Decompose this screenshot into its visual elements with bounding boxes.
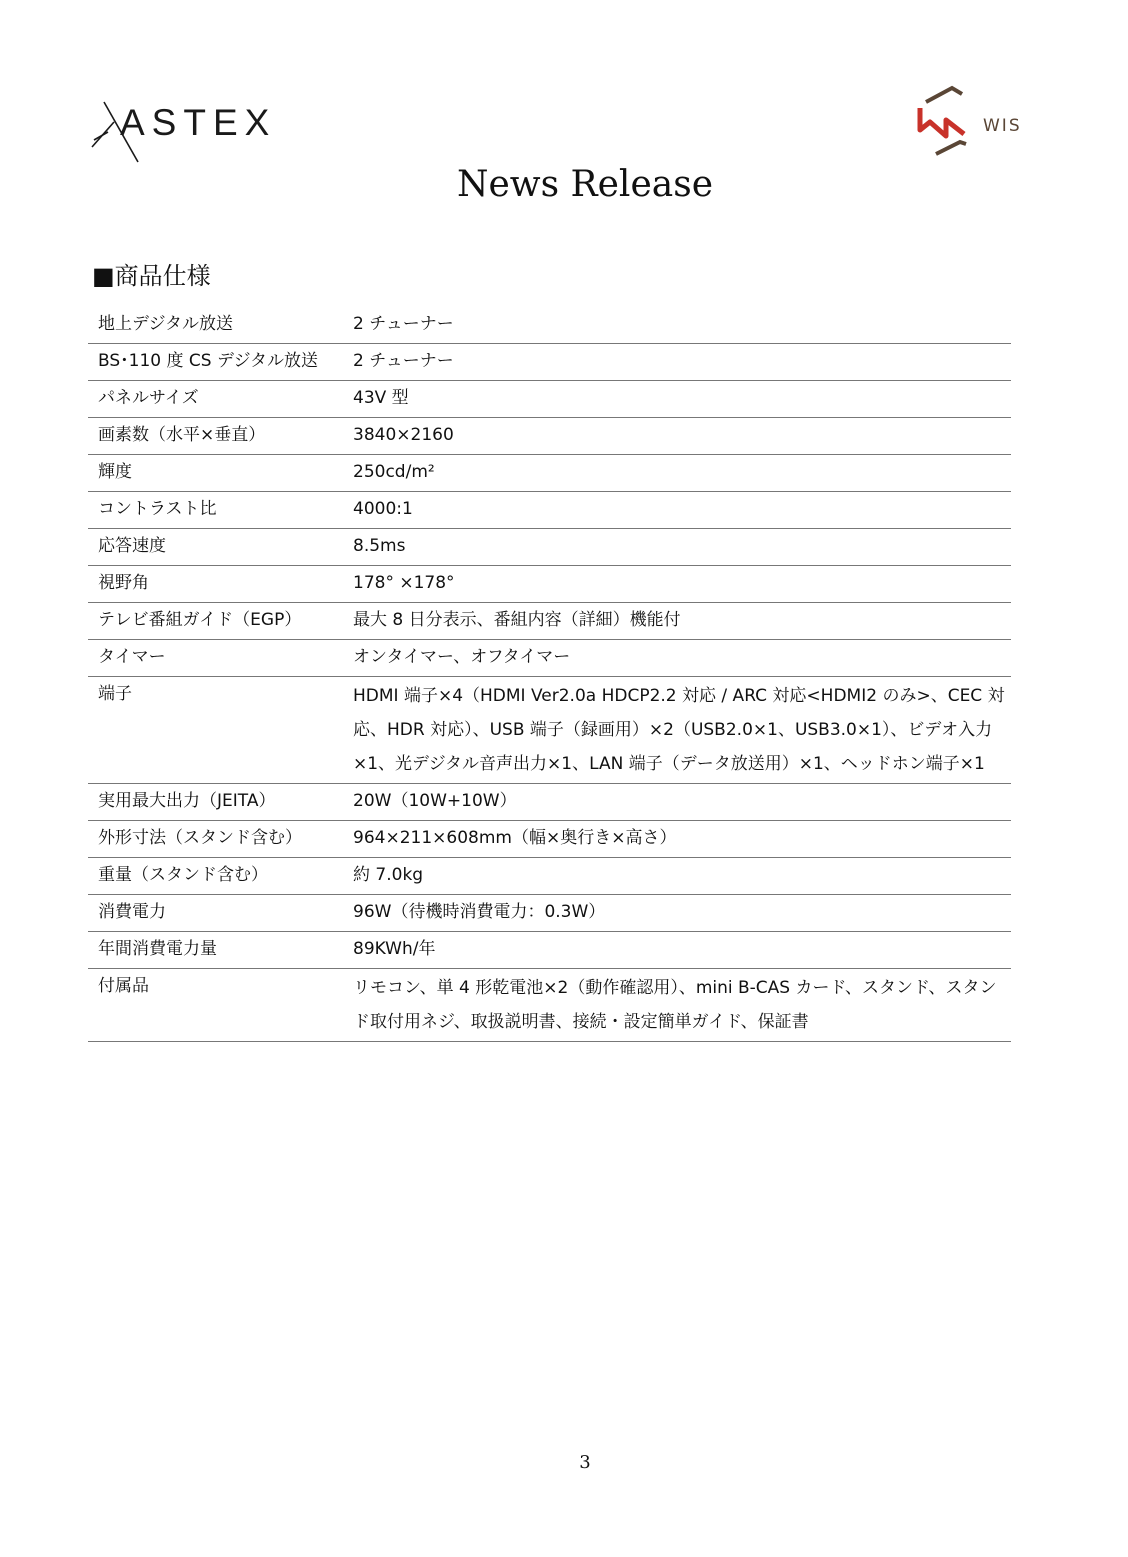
spec-row: [88, 307, 1011, 344]
spec-label: パネルサイズ: [88, 381, 353, 418]
spec-value: オンタイマー、オフタイマー: [353, 640, 1011, 677]
page-title: News Release: [456, 164, 713, 205]
spec-label: 輝度: [88, 455, 353, 492]
astex-logo-text: ASTEX: [120, 102, 277, 143]
spec-label: 付属品: [88, 969, 353, 1042]
spec-label: コントラスト比: [88, 492, 353, 529]
spec-table: [88, 307, 1011, 1042]
wis-logo: [916, 84, 1046, 160]
spec-value: 20W（10W+10W）: [353, 784, 1011, 821]
spec-row: [88, 492, 1011, 529]
spec-value: 最大 8 日分表示、番組内容（詳細）機能付: [353, 603, 1011, 640]
spec-value: 4000:1: [353, 492, 1011, 529]
spec-label: 応答速度: [88, 529, 353, 566]
spec-label: 年間消費電力量: [88, 932, 353, 969]
spec-row: [88, 603, 1011, 640]
spec-row: [88, 969, 1011, 1042]
spec-label: 視野角: [88, 566, 353, 603]
spec-row: [88, 784, 1011, 821]
spec-value: 96W（待機時消費電力：0.3W）: [353, 895, 1011, 932]
spec-row: [88, 858, 1011, 895]
spec-label: 消費電力: [88, 895, 353, 932]
spec-value: 89KWh/年: [353, 932, 1011, 969]
spec-row: [88, 529, 1011, 566]
spec-row: [88, 895, 1011, 932]
spec-row: [88, 640, 1011, 677]
section-title: ■商品仕様: [92, 262, 211, 290]
spec-value: 8.5ms: [353, 529, 1011, 566]
spec-value: 250cd/m²: [353, 455, 1011, 492]
spec-row: [88, 381, 1011, 418]
astex-logo: [86, 100, 277, 170]
spec-label: 実用最大出力（JEITA）: [88, 784, 353, 821]
spec-label: 画素数（水平×垂直）: [88, 418, 353, 455]
spec-value: 3840×2160: [353, 418, 1011, 455]
spec-label: タイマー: [88, 640, 353, 677]
spec-row: [88, 455, 1011, 492]
spec-row: [88, 677, 1011, 784]
spec-value: 178° ×178°: [353, 566, 1011, 603]
spec-value: 2 チューナー: [353, 344, 1011, 381]
spec-row: [88, 566, 1011, 603]
wis-logo-text: WIS: [983, 116, 1022, 136]
spec-value: 2 チューナー: [353, 307, 1011, 344]
spec-value: リモコン、単 4 形乾電池×2（動作確認用）、mini B-CAS カード、スタンド、スタンド取付用ネジ、取扱説明書、接続・設定簡単ガイド、保証書: [353, 969, 1011, 1042]
spec-row: [88, 344, 1011, 381]
spec-label: 端子: [88, 677, 353, 784]
spec-label: 重量（スタンド含む）: [88, 858, 353, 895]
spec-row: [88, 932, 1011, 969]
spec-label: BS･110 度 CS デジタル放送: [88, 344, 353, 381]
spec-value: HDMI 端子×4（HDMI Ver2.0a HDCP2.2 対応 / ARC 対応<HDMI2 のみ>、CEC 対応、HDR 対応）、USB 端子（録画用）×2（USB2.0×1、USB3.0×1）、ビデオ入力×1、光デジタル音声出力×1、LAN 端子（データ放送用）×1、ヘッドホン端子×1: [353, 677, 1011, 784]
spec-label: 地上デジタル放送: [88, 307, 353, 344]
wis-logo-mark-icon: [916, 84, 982, 160]
spec-row: [88, 821, 1011, 858]
spec-value: 約 7.0kg: [353, 858, 1011, 895]
spec-label: テレビ番組ガイド（EGP）: [88, 603, 353, 640]
spec-value: 964×211×608mm（幅×奥行き×高さ）: [353, 821, 1011, 858]
page-number: 3: [579, 1452, 591, 1473]
spec-value: 43V 型: [353, 381, 1011, 418]
spec-row: [88, 418, 1011, 455]
spec-label: 外形寸法（スタンド含む）: [88, 821, 353, 858]
